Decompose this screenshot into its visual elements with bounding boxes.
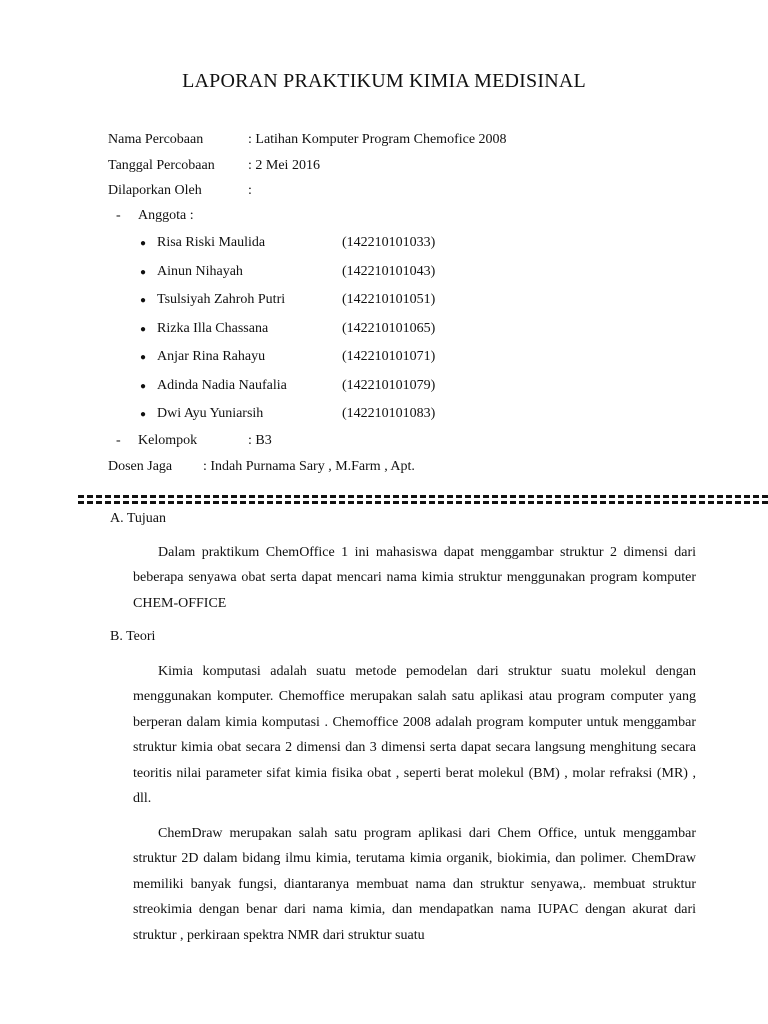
member-nim: (142210101033) xyxy=(342,235,436,250)
tanggal-label: Tanggal Percobaan xyxy=(108,158,215,173)
section-b-heading: B. Teori xyxy=(110,629,156,644)
member-name: Rizka Illa Chassana xyxy=(157,321,269,336)
kelompok-dash: - xyxy=(116,433,121,448)
separator-line xyxy=(78,495,768,498)
member-name: Risa Riski Maulida xyxy=(157,235,266,250)
dilaporkan-label: Dilaporkan Oleh xyxy=(108,183,202,198)
member-nim: (142210101083) xyxy=(342,406,436,421)
anggota-label: Anggota : xyxy=(138,208,194,223)
bullet-icon: ● xyxy=(140,352,147,363)
member-name: Adinda Nadia Naufalia xyxy=(157,378,287,393)
nama-percobaan-label: Nama Percobaan xyxy=(108,132,204,147)
separator-line xyxy=(78,501,768,504)
member-name: Dwi Ayu Yuniarsih xyxy=(157,406,264,421)
nama-percobaan-value: : Latihan Komputer Program Chemofice 2008 xyxy=(248,132,507,147)
section-a-text: Dalam praktikum ChemOffice 1 ini mahasiswa dapat menggambar struktur 2 dimensi dari beberapa senyawa obat serta dapat mencari nama kimia struktur menggunakan program komputer CHEM-OFFICE xyxy=(133,545,696,611)
tanggal-value: : 2 Mei 2016 xyxy=(248,158,320,173)
section-b-paragraph-1: Kimia komputasi adalah suatu metode pemodelan dari struktur suatu molekul dengan menggunakan komputer. Chemoffice merupakan salah satu aplikasi atau program computer yang berperan dalam kimia komputasi . Chemoffice 2008 adalah program komputer untuk menggambar struktur kimia obat secara 2 dimensi dan 3 dimensi serta dapat secara langsung menghitung secara teoritis nilai parameter sifat kimia fisika obat , seperti berat molekul (BM) , molar refraksi (MR) , dll. xyxy=(133,664,696,807)
section-a-heading: A. Tujuan xyxy=(110,511,167,526)
member-name: Anjar Rina Rahayu xyxy=(157,349,266,364)
member-name: Tsulsiyah Zahroh Putri xyxy=(157,292,286,307)
bullet-icon: ● xyxy=(140,267,147,278)
anggota-dash: - xyxy=(116,208,121,223)
member-name: Ainun Nihayah xyxy=(157,264,243,279)
document-title: LAPORAN PRAKTIKUM KIMIA MEDISINAL xyxy=(182,70,586,92)
member-nim: (142210101071) xyxy=(342,349,436,364)
dosen-value: : Indah Purnama Sary , M.Farm , Apt. xyxy=(203,459,415,474)
bullet-icon: ● xyxy=(140,324,147,335)
member-nim: (142210101043) xyxy=(342,264,436,279)
member-nim: (142210101065) xyxy=(342,321,436,336)
bullet-icon: ● xyxy=(140,238,147,249)
member-nim: (142210101051) xyxy=(342,292,436,307)
dilaporkan-colon: : xyxy=(248,183,252,198)
bullet-icon: ● xyxy=(140,381,147,392)
member-nim: (142210101079) xyxy=(342,378,436,393)
section-b-paragraph-2: ChemDraw merupakan salah satu program aplikasi dari Chem Office, untuk menggambar struktur 2D dalam bidang ilmu kimia, terutama kimia organik, biokimia, dan polimer. ChemDraw memiliki banyak fungsi, diantaranya membuat nama dan struktur senyawa,. membuat struktur streokimia dengan benar dari nama kimia, dan mendapatkan nama IUPAC dengan akurat dari struktur , perkiraan spektra NMR dari struktur suatu xyxy=(133,826,696,943)
bullet-icon: ● xyxy=(140,409,147,420)
kelompok-value: : B3 xyxy=(248,433,272,448)
kelompok-label: Kelompok xyxy=(138,433,198,448)
dosen-label: Dosen Jaga xyxy=(108,459,173,474)
bullet-icon: ● xyxy=(140,295,147,306)
